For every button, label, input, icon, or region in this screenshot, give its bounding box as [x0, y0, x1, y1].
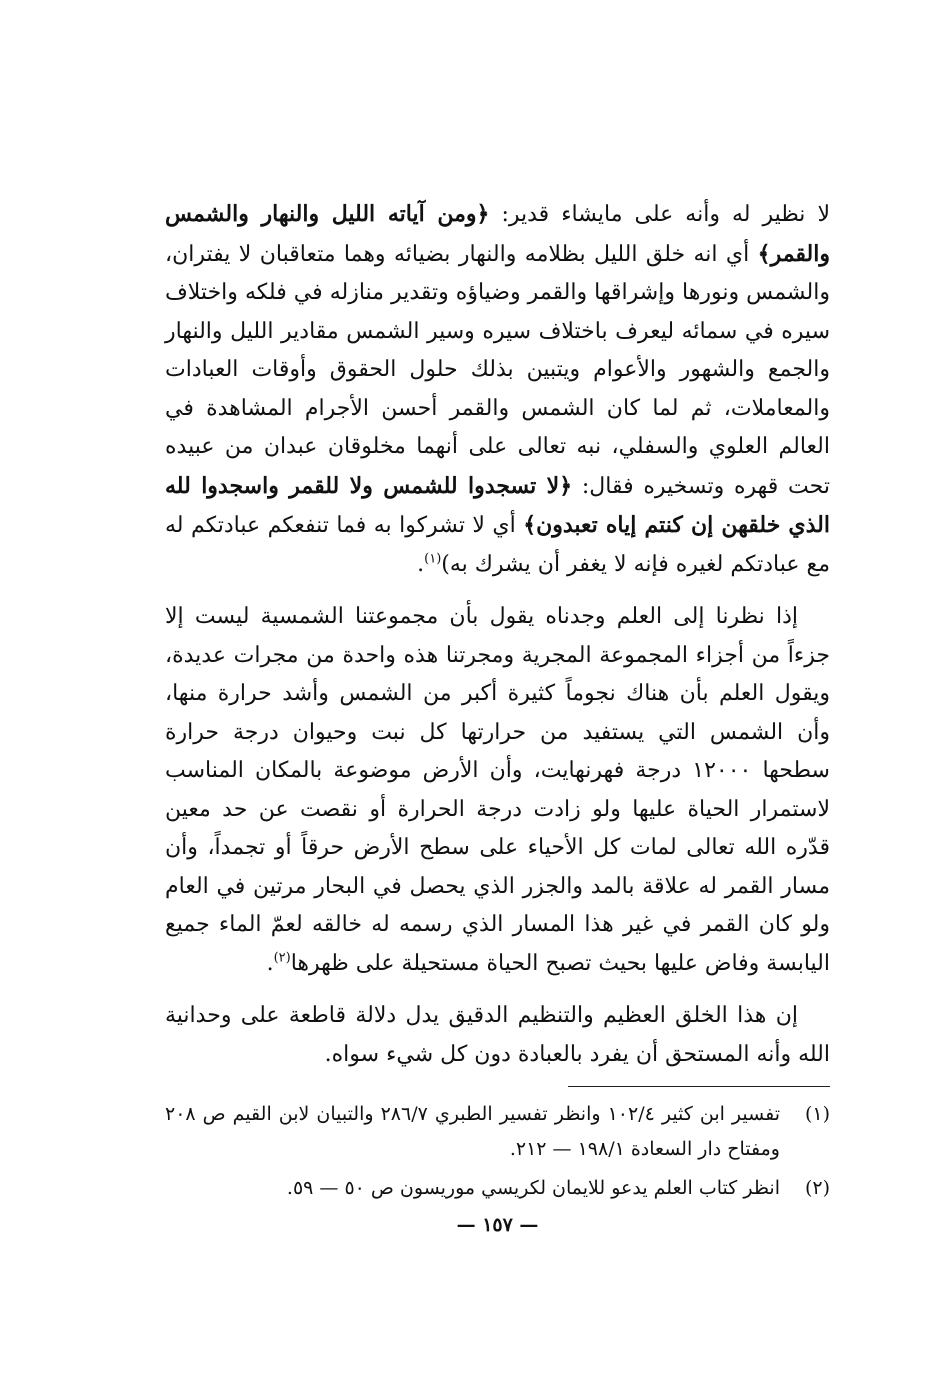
footnote-number: (١)	[804, 1103, 830, 1125]
paragraph-3-text: إن هذا الخلق العظيم والتنظيم الدقيق يدل دلالة قاطعة على وحدانية الله وأنه المستحق أن يفرد بالعبادة دون كل شيء سواه.	[165, 1003, 830, 1067]
footnote-text: تفسير ابن كثير ١٠٢/٤ وانظر تفسير الطبري ٢٨٦/٧ والتبيان لابن القيم ص ٢٠٨ ومفتاح دار السعادة ١٩٨/١ — ٢١٢.	[165, 1103, 780, 1160]
footnote-2	[165, 1171, 830, 1206]
footnote-divider	[568, 1086, 830, 1087]
quran-quote-2: ﴿لا تسجدوا للشمس ولا للقمر واسجدوا لله الذي خلقهن إن كنتم إياه تعبدون﴾	[165, 472, 830, 538]
paragraph-1-end: أي لا تشركوا به فما تنفعكم عبادتكم له مع عبادتكم لغيره فإنه لا يغفر أن يشرك به)	[165, 513, 830, 577]
paragraph-2-text: إذا نظرنا إلى العلم وجدناه يقول بأن مجموعتنا الشمسية ليست إلا جزءاً من أجزاء المجموعة المجرية ومجرتنا هذه واحدة من مجرات عديدة، ويقول العلم بأن هناك نجوماً كثيرة أكبر من الشمس وأشد حرارة منها، وأن الشمس التي يستفيد من حرارتها كل نبت وحيوان درجة حرارة سطحها ١٢٠٠٠ درجة فهرنهايت، وأن الأرض موضوعة بالمكان المناسب لاستمرار الحياة عليها ولو زادت درجة الحرارة أو نقصت عن حد معين قدّره الله تعالى لمات كل الأحياء على سطح الأرض حرقاً أو تجمداً، وأن مسار القمر له علاقة بالمد والجزر الذي يحصل في البحار مرتين في العام ولو كان القمر في غير هذا المسار الذي رسمه له خالقه لعمّ الماء جميع اليابسة وفاض عليها بحيث تصبح الحياة مستحيلة على ظهرها	[165, 604, 830, 976]
page-content	[165, 195, 830, 1236]
footnote-ref-2: (٢)	[273, 950, 291, 966]
footnote-1	[165, 1097, 830, 1167]
footnote-text: انظر كتاب العلم يدعو للايمان لكريسي موريسون ص ٥٠ — ٥٩.	[286, 1177, 780, 1199]
paragraph-3	[165, 997, 830, 1074]
paragraph-2-tail: .	[266, 950, 274, 976]
footnotes	[165, 1097, 830, 1206]
footnote-ref-1: (١)	[424, 551, 442, 567]
paragraph-1	[165, 195, 830, 584]
paragraph-1-middle: أي انه خلق الليل بظلامه والنهار بضيائه وهما متعاقبان لا يفتران، والشمس ونورها وإشراقها والقمر وضياؤه وتقدير منازله في فلكه واختلاف سيره في سمائه ليعرف باختلاف سيره وسير الشمس مقادير الليل والنهار والجمع والشهور والأعوام ويتبين بذلك حلول الحقوق وأوقات العبادات والمعاملات، ثم لما كان الشمس والقمر أحسن الأجرام المشاهدة في العالم العلوي والسفلي، نبه تعالى على أنهما مخلوقان عبدان من عبيده تحت قهره وتسخيره فقال:	[165, 241, 830, 499]
footnote-number: (٢)	[804, 1177, 830, 1199]
paragraph-1-tail: .	[417, 551, 425, 577]
page-number: — ١٥٧ —	[456, 1214, 539, 1236]
quran-quote-1: ﴿ومن آياته الليل والنهار والشمس والقمر﴾	[165, 201, 830, 267]
paragraph-2	[165, 598, 830, 983]
paragraph-1-intro: لا نظير له وأنه على مايشاء قدير:	[489, 202, 830, 227]
